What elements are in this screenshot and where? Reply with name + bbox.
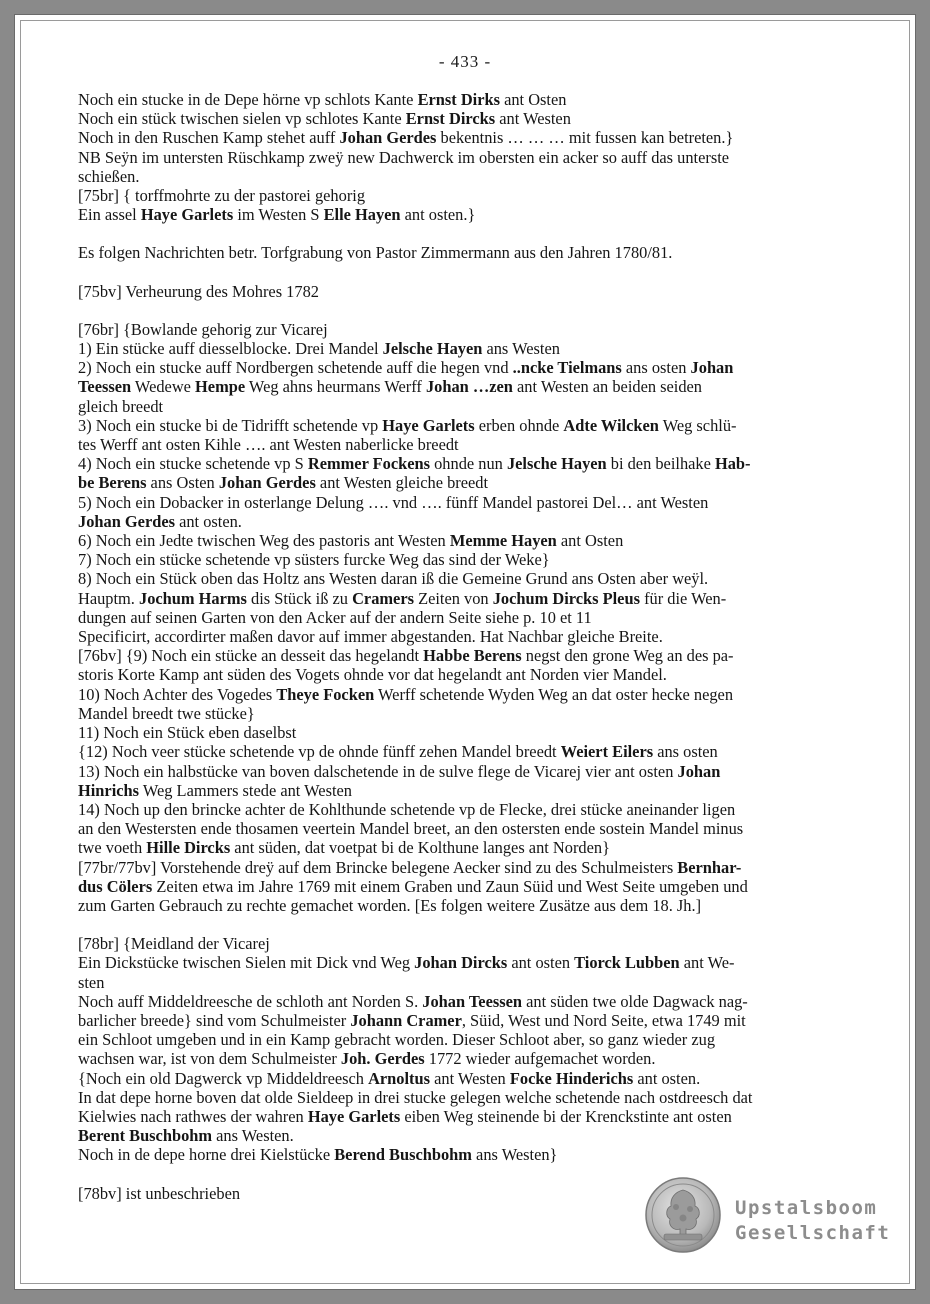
text-run: ant Westen an beiden seiden <box>512 377 703 397</box>
text-line <box>78 493 838 512</box>
text-run: Werff schetende Wyden Weg an dat oster hecke negen <box>374 684 734 704</box>
person-name: Johann Cramer <box>350 1010 462 1030</box>
text-run: 7) Noch ein stücke schetende vp süsters furcke Weg das sind der Weke} <box>78 550 550 570</box>
text-run: ant osten.} <box>400 205 476 225</box>
text-run: 5) Noch ein Dobacker in osterlange Delung …. vnd …. fünff Mandel pastorei Del… ant Westen <box>78 492 709 512</box>
text-run: tes Werff ant osten Kihle …. ant Westen naberlicke breedt <box>78 435 459 455</box>
person-name: Haye Garlets <box>382 415 475 435</box>
text-run: ans Westen. <box>212 1126 294 1146</box>
text-run: 8) Noch ein Stück oben das Holtz ans Westen daran iß die Gemeine Grund ans Osten aber weÿl. <box>78 569 709 589</box>
paragraph-gap <box>78 1165 838 1184</box>
text-line <box>78 704 838 723</box>
text-line <box>78 205 838 224</box>
person-name: Weiert Eilers <box>560 742 654 762</box>
text-line <box>78 973 838 992</box>
text-line <box>78 282 838 301</box>
person-name: Elle Hayen <box>323 205 401 225</box>
text-line <box>78 992 838 1011</box>
person-name: Hille Dircks <box>146 838 231 858</box>
text-run: Kielwies nach rathwes der wahren <box>78 1106 308 1126</box>
text-run: twe voeth <box>78 838 147 858</box>
person-name: Hab- <box>714 454 751 474</box>
text-run: bekentnis … … … mit fussen kan betreten.} <box>436 128 734 148</box>
paragraph-gap <box>78 915 838 934</box>
text-run: ans osten <box>653 742 718 762</box>
person-name: Tiorck Lubben <box>574 953 680 973</box>
text-line <box>78 377 838 396</box>
text-run: Zeiten etwa im Jahre 1769 mit einem Graben und Zaun Süid und West Seite umgeben und <box>152 876 748 896</box>
person-name: ..ncke Tielmans <box>512 358 622 378</box>
text-line <box>78 1069 838 1088</box>
person-name: Johan <box>690 358 734 378</box>
person-name: Johan <box>677 761 721 781</box>
text-line <box>78 800 838 819</box>
person-name: Berent Buschbohm <box>78 1126 213 1146</box>
text-run: ant osten. <box>174 511 242 531</box>
text-run: Noch ein stück twischen sielen vp schlotes Kante <box>78 109 406 129</box>
person-name: Ernst Dirks <box>417 90 500 109</box>
document-body <box>78 90 838 1203</box>
text-run: ant Westen <box>430 1068 510 1088</box>
text-line <box>78 665 838 684</box>
text-line <box>78 838 838 857</box>
text-run: storis Korte Kamp ant süden des Vogets ohnde vor dat hegelandt ant Norden vier Mandel. <box>78 665 667 685</box>
person-name: Ernst Dircks <box>405 109 496 129</box>
text-run: wachsen war, ist von dem Schulmeister <box>78 1049 341 1069</box>
text-line <box>78 358 838 377</box>
person-name: Habbe Berens <box>423 646 522 666</box>
text-run: ans Westen <box>482 339 560 359</box>
text-line <box>78 762 838 781</box>
page-number: - 433 - <box>438 52 492 71</box>
person-name: Hempe <box>195 377 246 397</box>
person-name: Jochum Harms <box>139 588 247 608</box>
text-line <box>78 186 838 205</box>
text-run: , Süid, West und Nord Seite, etwa 1749 mit <box>461 1010 746 1030</box>
text-line <box>78 569 838 588</box>
text-line <box>78 608 838 627</box>
text-line <box>78 685 838 704</box>
person-name: Haye Garlets <box>307 1106 401 1126</box>
text-run: NB Seÿn im untersten Rüschkamp zweÿ new Dachwerck im obersten ein acker so auff das unterste <box>78 147 730 167</box>
person-name: Focke Hinderichs <box>509 1068 634 1088</box>
person-name: Theye Focken <box>276 684 375 704</box>
text-run: Noch in de depe horne drei Kielstücke <box>78 1145 335 1165</box>
text-run: Specificirt, accordirter maßen davor auf immer abgestanden. Hat Nachbar gleiche Breite. <box>78 627 663 647</box>
person-name: Berend Buschbohm <box>334 1145 472 1165</box>
society-name-line1: Upstalsboom <box>735 1197 878 1219</box>
text-line <box>78 454 838 473</box>
text-run: 13) Noch ein halbstücke van boven dalschetende in de sulve flege de Vicarej vier ant osten <box>78 761 678 781</box>
person-name: Jelsche Hayen <box>382 339 483 359</box>
text-run: schießen. <box>78 166 140 186</box>
text-run: ant Westen <box>495 109 571 129</box>
text-line <box>78 243 838 262</box>
text-run: ant We- <box>679 953 735 973</box>
text-run: ant Osten <box>499 90 567 109</box>
text-run: an den Westersten ende thosamen veertein Mandel breet, an den ostersten ende sostein Mandel minus <box>78 819 744 839</box>
text-line <box>78 877 838 896</box>
text-run: [77br/77bv] Vorstehende dreÿ auf dem Brincke belegene Aecker sind zu des Schulmeisters <box>78 857 678 877</box>
text-run: Noch auff Middeldreesche de schloth ant Norden S. <box>78 991 423 1011</box>
text-line <box>78 646 838 665</box>
text-line <box>78 128 838 147</box>
text-run: 14) Noch up den brincke achter de Kohlthunde schetende vp de Flecke, drei stücke aneinander ligen <box>78 799 736 819</box>
text-line <box>78 589 838 608</box>
text-run: zum Garten Gebrauch zu rechte gemachet worden. [Es folgen weitere Zusätze aus dem 18. Jh.] <box>78 895 702 915</box>
text-run: Ein assel <box>78 205 141 225</box>
person-name: Johan Dircks <box>414 953 508 973</box>
text-line <box>78 934 838 953</box>
text-line <box>78 320 838 339</box>
text-line <box>78 819 838 838</box>
society-name-line2: Gesellschaft <box>735 1222 891 1244</box>
text-run: 4) Noch ein stucke schetende vp S <box>78 454 308 474</box>
text-line <box>78 1030 838 1049</box>
text-run: ein Schloot umgeben und in ein Kamp gebracht worden. Dieser Schloot aber, so ganz wieder zug <box>78 1030 716 1050</box>
person-name: Johan Gerdes <box>339 128 437 148</box>
text-run: 6) Noch ein Jedte twischen Weg des pastoris ant Westen <box>78 531 450 551</box>
paragraph-gap <box>78 224 838 243</box>
text-run: dis Stück iß zu <box>246 588 353 608</box>
text-run: für die Wen- <box>639 588 727 608</box>
text-run: ant Osten <box>556 531 624 551</box>
person-name: Remmer Fockens <box>307 454 431 474</box>
text-line <box>78 1145 838 1164</box>
person-name: Haye Garlets <box>140 205 234 225</box>
person-name: Arnoltus <box>368 1068 430 1088</box>
text-line <box>78 896 838 915</box>
person-name: Bernhar- <box>677 857 742 877</box>
text-run: 2) Noch ein stucke auff Nordbergen schetende auff die hegen vnd <box>78 358 513 378</box>
text-run: [76br] {Bowlande gehorig zur Vicarej <box>78 319 328 339</box>
person-name: Johan Teessen <box>422 991 523 1011</box>
text-line <box>78 742 838 761</box>
person-name: Jelsche Hayen <box>506 454 607 474</box>
text-run: [78br] {Meidland der Vicarej <box>78 934 270 954</box>
person-name: Hinrichs <box>78 780 140 800</box>
text-run: [76bv] {9) Noch ein stücke an desseit das hegelandt <box>78 646 424 666</box>
text-line <box>78 531 838 550</box>
text-run: [75bv] Verheurung des Mohres 1782 <box>78 281 319 301</box>
text-run: bi den beilhake <box>606 454 715 474</box>
text-run: Ein Dickstücke twischen Sielen mit Dick vnd Weg <box>78 953 415 973</box>
text-line <box>78 90 838 109</box>
text-run: ant süden, dat voetpat bi de Kolthune langes ant Norden} <box>230 838 610 858</box>
text-run: erben ohnde <box>474 415 564 435</box>
text-run: Es folgen Nachrichten betr. Torfgrabung von Pastor Zimmermann aus den Jahren 1780/81. <box>78 243 673 263</box>
text-run: Weg Lammers stede ant Westen <box>139 780 352 800</box>
text-run: ans Westen} <box>471 1145 558 1165</box>
person-name: dus Cölers <box>78 876 153 896</box>
person-name: Johan Gerdes <box>78 511 175 531</box>
text-run: Hauptm. <box>78 588 140 608</box>
text-line <box>78 1184 838 1203</box>
text-line <box>78 1126 838 1145</box>
text-line <box>78 148 838 167</box>
text-line <box>78 627 838 646</box>
text-run: Mandel breedt twe stücke} <box>78 703 255 723</box>
text-run: ohnde nun <box>430 454 507 474</box>
text-line <box>78 435 838 454</box>
text-run: 10) Noch Achter des Vogedes <box>78 684 277 704</box>
text-run: barlicher breede} sind vom Schulmeister <box>78 1010 351 1030</box>
text-run: Zeiten von <box>413 588 493 608</box>
text-line <box>78 953 838 972</box>
text-run: eiben Weg steinende bi der Krenckstinte ant osten <box>400 1106 732 1126</box>
text-line <box>78 550 838 569</box>
text-run: 3) Noch ein stucke bi de Tidrifft schetende vp <box>78 415 383 435</box>
text-run: 1) Ein stücke auff diesselblocke. Drei Mandel <box>78 339 383 359</box>
text-line <box>78 1011 838 1030</box>
person-name: be Berens <box>78 473 147 493</box>
text-run: ant osten. <box>633 1068 701 1088</box>
text-run: Weg ahns heurmans Werff <box>245 377 426 397</box>
person-name: Teessen <box>78 377 132 397</box>
person-name: Johan …zen <box>425 377 513 397</box>
text-run: im Westen S <box>233 205 324 225</box>
text-run: [78bv] ist unbeschrieben <box>78 1183 241 1203</box>
text-line <box>78 397 838 416</box>
text-line <box>78 1107 838 1126</box>
text-line <box>78 1088 838 1107</box>
text-line <box>78 416 838 435</box>
text-run: ans osten <box>621 358 691 378</box>
person-name: Joh. Gerdes <box>340 1049 425 1069</box>
text-run: ans Osten <box>146 473 219 493</box>
text-line <box>78 858 838 877</box>
text-run: negst den grone Weg an des pa- <box>521 646 734 666</box>
text-line <box>78 339 838 358</box>
paragraph-gap <box>78 263 838 282</box>
text-line <box>78 1049 838 1068</box>
text-run: ant Westen gleiche breedt <box>315 473 489 493</box>
text-run: gleich breedt <box>78 396 164 416</box>
text-run: Noch in den Ruschen Kamp stehet auff <box>78 128 340 148</box>
text-line <box>78 167 838 186</box>
text-run: 1772 wieder aufgemachet worden. <box>424 1049 656 1069</box>
society-logo-text <box>735 1196 890 1246</box>
text-run: Noch ein stucke in de Depe hörne vp schlots Kante <box>78 90 418 109</box>
text-run: [75br] { torffmohrte zu der pastorei gehorig <box>78 186 366 206</box>
text-line <box>78 473 838 492</box>
text-run: Weg schlü- <box>658 415 737 435</box>
text-run: dungen auf seinen Garten von den Acker auf der andern Seite siehe p. 10 et 11 <box>78 607 592 627</box>
person-name: Memme Hayen <box>449 531 557 551</box>
text-line <box>78 512 838 531</box>
text-run: sten <box>78 972 105 992</box>
upstalsboom-seal-icon <box>644 1176 722 1254</box>
text-run: Wedewe <box>131 377 196 397</box>
text-run: 11) Noch ein Stück eben daselbst <box>78 723 297 743</box>
text-line <box>78 109 838 128</box>
text-run: ant süden twe olde Dagwack nag- <box>522 991 748 1011</box>
person-name: Jochum Dircks Pleus <box>492 588 640 608</box>
paragraph-gap <box>78 301 838 320</box>
person-name: Adte Wilcken <box>563 415 659 435</box>
text-line <box>78 781 838 800</box>
person-name: Cramers <box>352 588 414 608</box>
text-run: ant osten <box>507 953 575 973</box>
text-run: {Noch ein old Dagwerck vp Middeldreesch <box>78 1068 369 1088</box>
text-run: In dat depe horne boven dat olde Sieldeep in drei stucke gelegen welche schetende nach ostdreesch dat <box>78 1087 753 1107</box>
person-name: Johan Gerdes <box>218 473 316 493</box>
text-line <box>78 723 838 742</box>
text-run: {12) Noch veer stücke schetende vp de ohnde fünff zehen Mandel breedt <box>78 742 561 762</box>
